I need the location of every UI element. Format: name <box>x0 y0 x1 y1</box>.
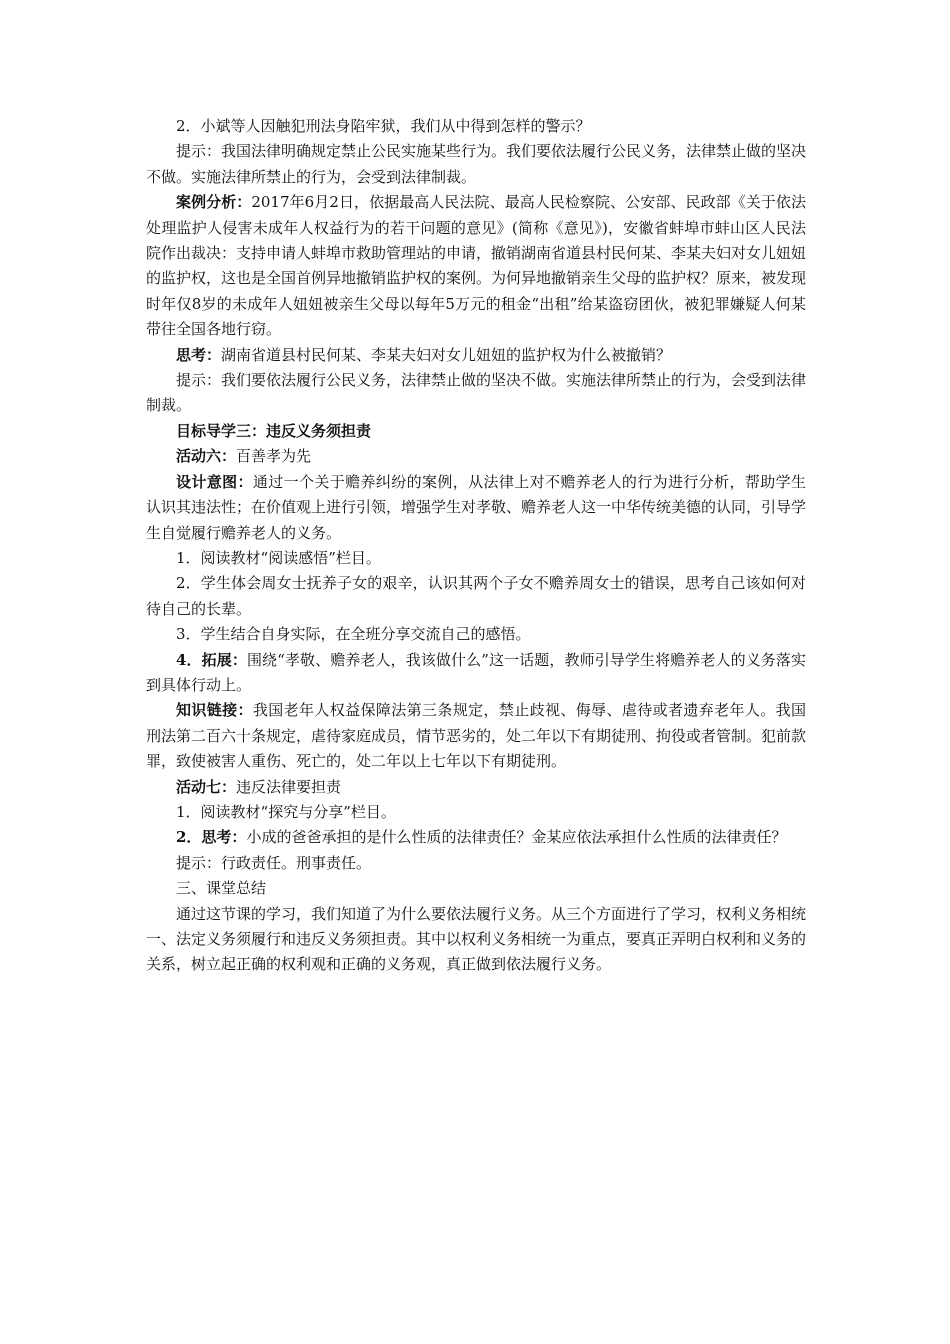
paragraph-text: 百善孝为先 <box>236 447 312 466</box>
paragraph-step-4-extension <box>146 648 806 699</box>
paragraph-text: 小成的爸爸承担的是什么性质的法律责任？金某应依法承担什么性质的法律责任？ <box>246 828 787 847</box>
paragraph-text: 2．学生体会周女士抚养子女的艰辛，认识其两个子女不赡养周女士的错误，思考自己该如何对待自己的长辈。 <box>146 574 806 618</box>
paragraph-step-1 <box>146 546 806 571</box>
paragraph-hint-2 <box>146 368 806 419</box>
paragraph-text: 2．小斌等人因触犯刑法身陷牢狱，我们从中得到怎样的警示？ <box>176 117 591 135</box>
paragraph-case-analysis <box>146 190 806 342</box>
paragraph-label: 案例分析： <box>176 193 252 212</box>
paragraph-activity-6 <box>146 444 806 469</box>
paragraph-step-2-think <box>146 825 806 850</box>
section-heading-summary <box>146 876 806 901</box>
paragraph-design-intent <box>146 470 806 546</box>
paragraph-warning-question <box>146 114 806 139</box>
paragraph-think-1 <box>146 343 806 368</box>
paragraph-text: 提示：行政责任。刑事责任。 <box>176 853 372 872</box>
paragraph-label: 思考： <box>176 345 222 364</box>
paragraph-label: 活动六： <box>176 447 237 466</box>
paragraph-text: 通过这节课的学习，我们知道了为什么要依法履行义务。从三个方面进行了学习，权利义务相统一、法定义务须履行和违反义务须担责。其中以权利义务相统一为重点，要真正弄明白权利和义务的关系，树立起正确的权利观和正确的义务观，真正做到依法履行义务。 <box>146 904 807 974</box>
paragraph-text: 2017年6月2日，依据最高人民法院、最高人民检察院、公安部、民政部《关于依法处理监护人侵害未成年人权益行为的若干问题的意见》(简称《意见》)，安徽省蚌埠市蚌山区人民法院作出裁决：支持申请人蚌埠市救助管理站的申请，撤销湖南省道县村民何某、李某夫妇对女儿妞妞的监护权，这也是全国首例异地撤销监护权的案例。为何异地撤销亲生父母的监护权？原来，被发现时年仅8岁的未成年人妞妞被亲生父母以每年5万元的租金“出租”给某盗窃团伙，被犯罪嫌疑人何某带往全国各地行窃。 <box>146 193 807 339</box>
section-heading-goal-3 <box>146 419 806 444</box>
paragraph-summary <box>146 902 806 978</box>
paragraph-text: 通过一个关于赡养纠纷的案例，从法律上对不赡养老人的行为进行分析，帮助学生认识其违法性；在价值观上进行引领，增强学生对孝敬、赡养老人这一中华传统美德的认同，引导学生自觉履行赡养老人的义务。 <box>146 472 807 542</box>
paragraph-knowledge-link <box>146 698 806 774</box>
paragraph-text: 3．学生结合自身实际，在全班分享交流自己的感悟。 <box>176 625 531 644</box>
paragraph-hint-3 <box>146 851 806 876</box>
paragraph-text: 三、课堂总结 <box>176 879 267 898</box>
paragraph-label: 4．拓展： <box>176 650 247 669</box>
paragraph-text: 违反法律要担责 <box>236 777 342 796</box>
paragraph-hint-1 <box>146 139 806 190</box>
paragraph-step-2 <box>146 571 806 622</box>
paragraph-text: 我国老年人权益保障法第三条规定，禁止歧视、侮辱、虐待或者遗弃老年人。我国刑法第二百六十条规定，虐待家庭成员，情节恶劣的，处二年以下有期徒刑、拘役或者管制。犯前款罪，致使被害人重伤、死亡的，处二年以上七年以下有期徒刑。 <box>146 701 807 771</box>
paragraph-label: 2．思考： <box>176 828 247 847</box>
paragraph-label: 活动七： <box>176 777 237 796</box>
paragraph-activity-7 <box>146 775 806 800</box>
paragraph-text: 湖南省道县村民何某、李某夫妇对女儿妞妞的监护权为什么被撤销？ <box>221 345 672 364</box>
paragraph-text: 围绕“孝敬、赡养老人，我该做什么”这一话题，教师引导学生将赡养老人的义务落实到具体行动上。 <box>146 650 807 694</box>
paragraph-text: 1．阅读教材“阅读感悟”栏目。 <box>176 548 381 567</box>
paragraph-label: 设计意图： <box>176 472 253 491</box>
paragraph-text: 1．阅读教材“探究与分享”栏目。 <box>176 802 396 821</box>
paragraph-step-3 <box>146 622 806 647</box>
paragraph-text: 提示：我国法律明确规定禁止公民实施某些行为。我们要依法履行公民义务，法律禁止做的坚决不做。实施法律所禁止的行为，会受到法律制裁。 <box>146 142 807 186</box>
paragraph-label: 知识链接： <box>176 701 253 720</box>
paragraph-step-1b <box>146 800 806 825</box>
paragraph-text: 提示：我们要依法履行公民义务，法律禁止做的坚决不做。实施法律所禁止的行为，会受到法律制裁。 <box>146 371 807 415</box>
document-page <box>146 112 806 978</box>
paragraph-label: 目标导学三：违反义务须担责 <box>176 421 372 440</box>
